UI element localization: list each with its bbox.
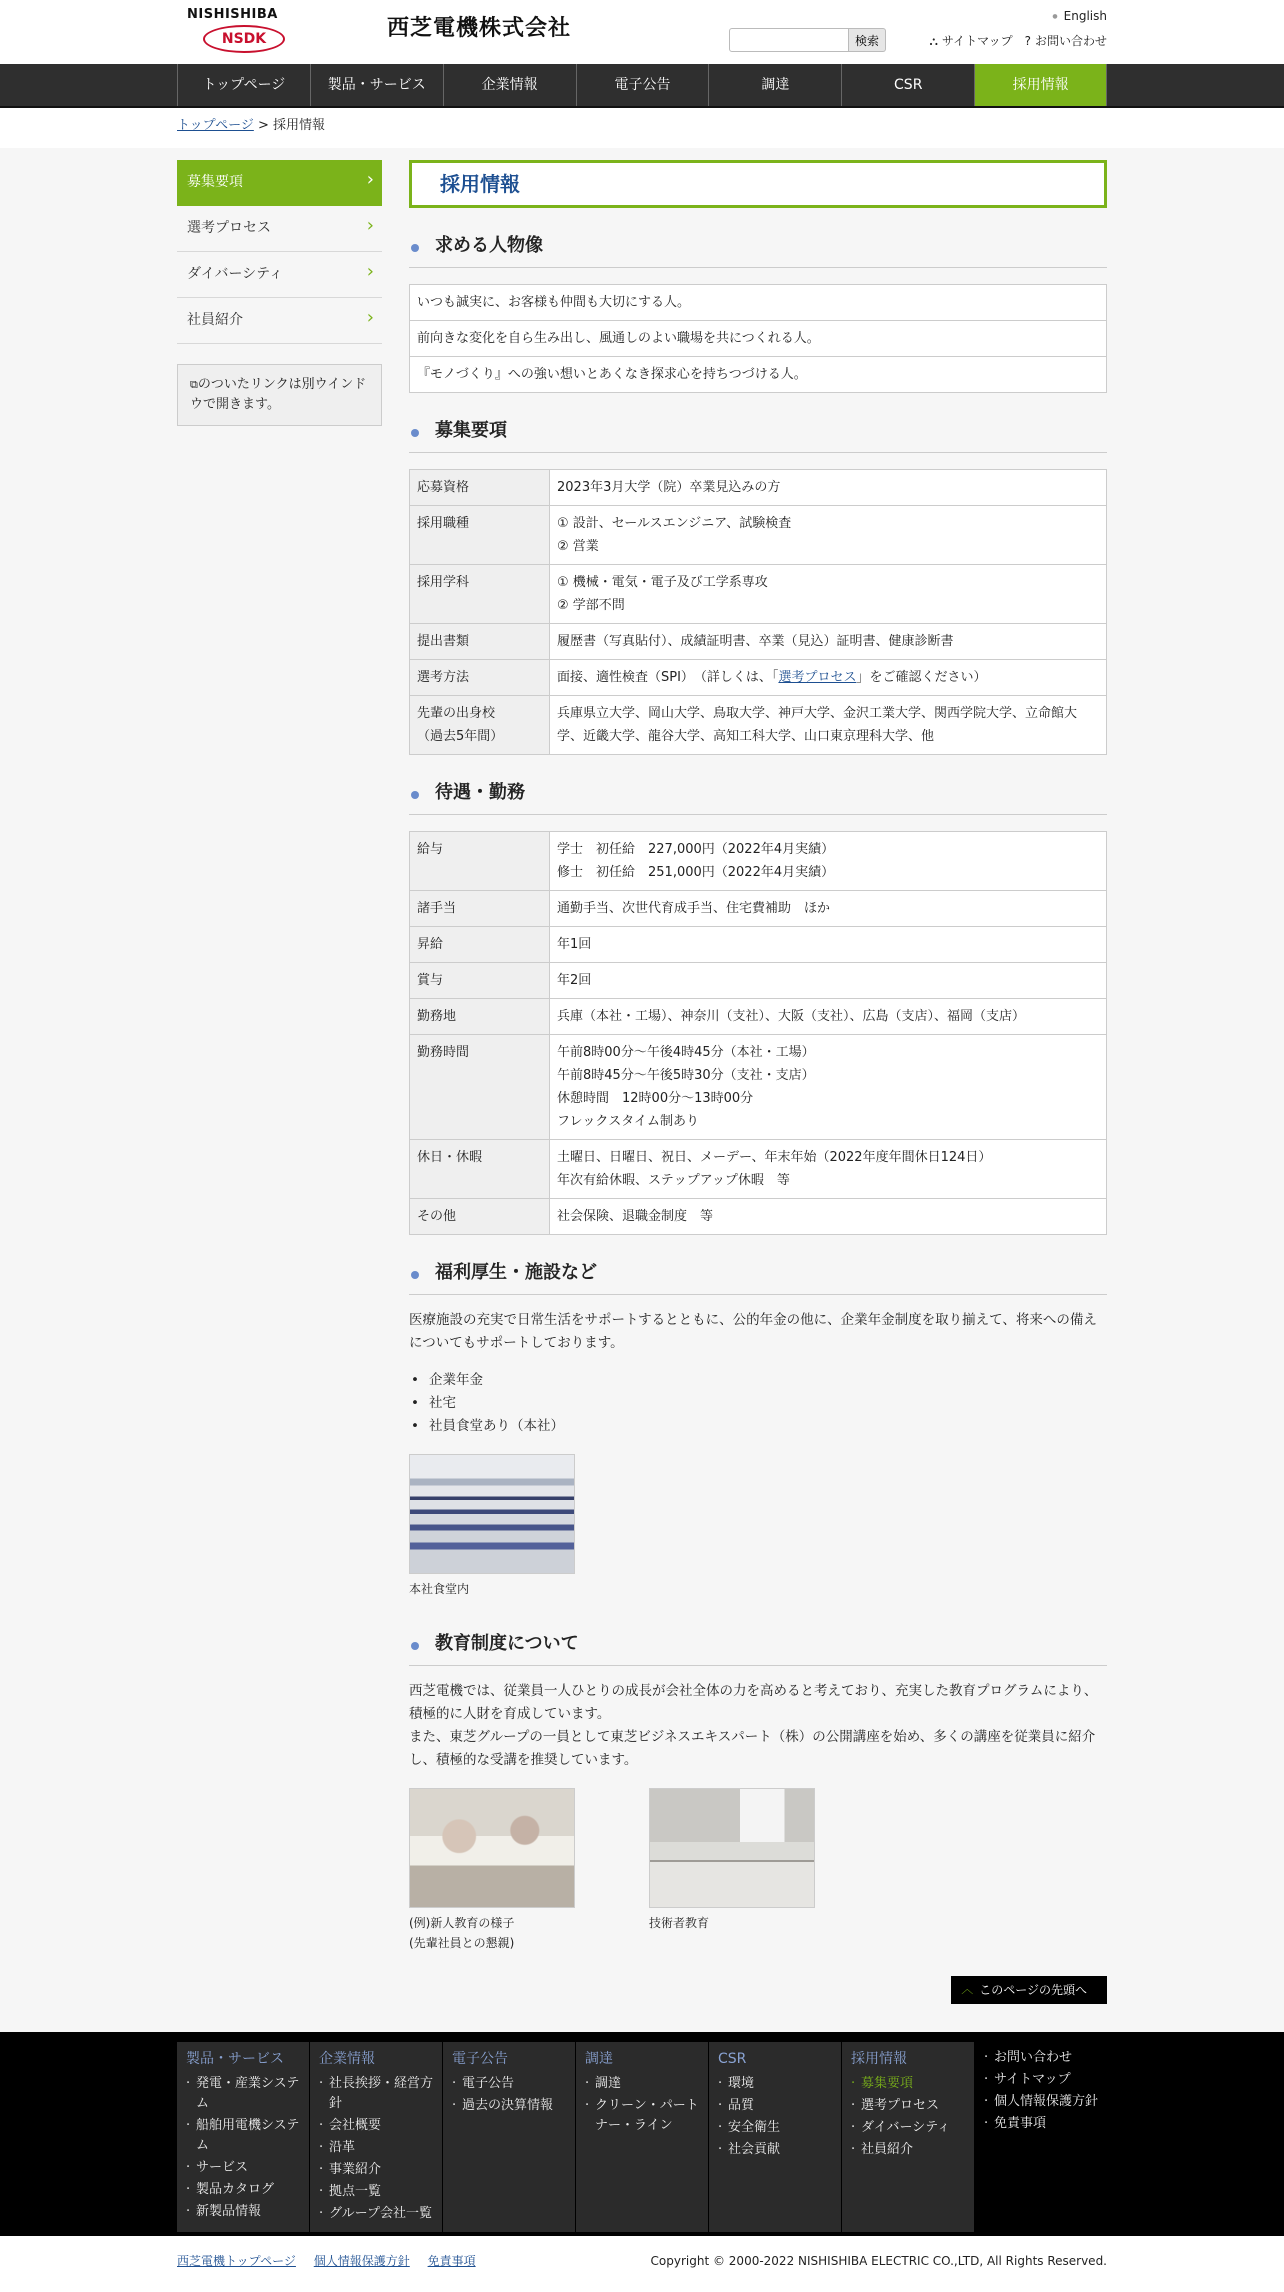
table-row <box>410 696 1107 755</box>
photo-caption <box>409 1912 575 1954</box>
footer-link[interactable]: · お問い合わせ <box>984 2048 1098 2068</box>
bottom-link-disclaimer[interactable]: 免責事項 <box>427 2254 476 2268</box>
newcomer-training-photo <box>409 1788 575 1908</box>
value-line: 修士 初任給 251,000円（2022年4月実績） <box>557 865 835 880</box>
value-line: 年次有給休暇、ステップアップ休暇 等 <box>557 1173 790 1188</box>
value-line: ① 設計、セールスエンジニア、試験検査 <box>557 516 792 531</box>
footer-link[interactable]: · 環境 <box>718 2074 832 2094</box>
english-link[interactable]: ● English <box>1052 8 1107 25</box>
cafeteria-figure <box>409 1454 1107 1600</box>
welfare-text: 医療施設の充実で日常生活をサポートするとともに、公的年金の他に、企業年金制度を取り揃えて、将来への備えについてもサポートしております。 <box>409 1312 1097 1351</box>
education-text <box>409 1680 1107 1772</box>
table-row <box>410 1140 1107 1199</box>
row-value: 兵庫県立大学、岡山大学、鳥取大学、神戸大学、金沢工業大学、関西学院大学、立命館大学、近畿大学、龍谷大学、高知工科大学、山口東京理科大学、他 <box>550 696 1107 755</box>
footer-col-title[interactable]: 採用情報 <box>851 2051 907 2067</box>
selection-text: 面接、適性検査（SPI） （詳しくは、「 <box>557 670 779 685</box>
side-item-staff[interactable]: 社員紹介 › <box>177 298 382 344</box>
site-header <box>177 0 1107 64</box>
footer-col-title[interactable]: 電子公告 <box>452 2051 508 2067</box>
main-area <box>0 148 1284 2032</box>
row-value: 兵庫（本社・工場）、神奈川（支社）、大阪（支社）、広島（支店）、福岡（支店） <box>550 999 1107 1035</box>
engineer-training-photo <box>649 1788 815 1908</box>
footer-link[interactable]: · 会社概要 <box>319 2116 433 2136</box>
footer-col-title[interactable]: CSR <box>718 2051 747 2067</box>
footer-link[interactable]: · サービス <box>186 2158 300 2178</box>
value-line: 午前8時00分～午後4時45分（本社・工場） <box>557 1045 815 1060</box>
footer-link[interactable]: · 事業紹介 <box>319 2160 433 2180</box>
value-line: 土曜日、日曜日、祝日、メーデー、年末年始（2022年度年間休日124日） <box>557 1150 992 1165</box>
row-value <box>550 1035 1107 1140</box>
section-heading-welfare: 福利厚生・施設など <box>409 1255 1107 1295</box>
footer-link[interactable]: · 過去の決算情報 <box>452 2096 566 2116</box>
row-header: 給与 <box>410 832 550 891</box>
footer-col-company <box>310 2042 442 2232</box>
contact-label: お問い合わせ <box>1034 34 1107 48</box>
selection-process-link[interactable]: 選考プロセス <box>778 670 857 685</box>
copyright: Copyright © 2000-2022 NISHISHIBA ELECTRIC CO.,LTD, All Rights Reserved. <box>650 2254 1107 2268</box>
bottom-links <box>177 2252 490 2272</box>
value-line: 休憩時間 12時00分～13時00分 <box>557 1091 754 1106</box>
caption-line: (例)新人教育の様子 <box>409 1916 515 1930</box>
table-row <box>410 963 1107 999</box>
gnav-procurement[interactable]: 調達 <box>708 64 841 106</box>
ideal-person-row: 『モノづくり』への強い想いとあくなき探求心を持ちつづける人。 <box>410 357 1107 393</box>
company-logo[interactable] <box>187 8 299 53</box>
row-header-line: 先輩の出身校 <box>417 706 496 721</box>
row-value: 年2回 <box>550 963 1107 999</box>
list-item: • 社宅 <box>409 1392 1107 1415</box>
logo-mark: NSDK <box>203 25 285 53</box>
row-header: 採用学科 <box>410 565 550 624</box>
sitemap-icon: ⛬ <box>929 34 938 48</box>
footer-link[interactable]: · グループ会社一覧 <box>319 2204 433 2224</box>
site-footer <box>0 2032 1284 2236</box>
row-header: その他 <box>410 1199 550 1235</box>
row-header: 賞与 <box>410 963 550 999</box>
global-nav <box>0 64 1284 108</box>
row-value: 通勤手当、次世代育成手当、住宅費補助 ほか <box>550 891 1107 927</box>
section-heading-education: 教育制度について <box>409 1626 1107 1666</box>
education-text-2: また、東芝グループの一員として東芝ビジネスエキスパート（株）の公開講座を始め、多くの講座を従業員に紹介し、積極的な受講を推奨しています。 <box>409 1729 1096 1768</box>
row-header: 選考方法 <box>410 660 550 696</box>
row-header: 昇給 <box>410 927 550 963</box>
table-row <box>410 470 1107 506</box>
row-value: 社会保険、退職金制度 等 <box>550 1199 1107 1235</box>
bottom-link-privacy[interactable]: 個人情報保護方針 <box>313 2254 410 2268</box>
footer-col-title[interactable]: 調達 <box>585 2051 613 2067</box>
footer-link[interactable]: · 免責事項 <box>984 2114 1098 2134</box>
row-value <box>550 832 1107 891</box>
education-photos <box>409 1788 1107 1954</box>
photo-caption: 本社食堂内 <box>409 1582 470 1596</box>
row-header: 応募資格 <box>410 470 550 506</box>
footer-col-title[interactable]: 製品・サービス <box>186 2051 284 2067</box>
company-name: 西芝電機株式会社 <box>387 16 572 41</box>
bottom-bar <box>0 2236 1284 2292</box>
row-header-line: （過去5年間） <box>417 729 504 744</box>
footer-col-csr <box>709 2042 841 2232</box>
footer-link-current[interactable]: · 募集要項 <box>851 2074 965 2094</box>
side-item-process[interactable]: 選考プロセス › <box>177 206 382 252</box>
totop-label: このページの先頭へ <box>979 1983 1087 1997</box>
footer-link[interactable]: · 沿革 <box>319 2138 433 2158</box>
row-value <box>550 660 1107 696</box>
footer-link[interactable]: · 発電・産業システム <box>186 2074 300 2114</box>
row-header <box>410 696 550 755</box>
footer-link[interactable]: · 製品カタログ <box>186 2180 300 2200</box>
footer-link[interactable]: · 拠点一覧 <box>319 2182 433 2202</box>
row-header: 勤務地 <box>410 999 550 1035</box>
caption-line: (先輩社員との懇親) <box>409 1936 515 1950</box>
external-window-icon: ⧉ <box>190 378 198 391</box>
newcomer-figure <box>409 1788 575 1954</box>
sidebar <box>177 160 382 426</box>
gnav-recruit[interactable]: 採用情報 <box>974 64 1107 106</box>
breadcrumb-sep: > <box>253 118 274 133</box>
photo-caption: 技術者教育 <box>649 1916 710 1930</box>
footer-link[interactable]: · 品質 <box>718 2096 832 2116</box>
footer-link[interactable]: · 電子公告 <box>452 2074 566 2094</box>
table-row <box>410 832 1107 891</box>
section-heading-conditions: 待遇・勤務 <box>409 775 1107 815</box>
sitemap-label: サイトマップ <box>941 34 1013 48</box>
footer-link[interactable]: · 社員紹介 <box>851 2140 965 2160</box>
value-line: フレックスタイム制あり <box>557 1114 699 1129</box>
back-to-top-link[interactable] <box>951 1976 1107 2004</box>
gnav-products[interactable]: 製品・サービス <box>310 64 443 106</box>
footer-link[interactable]: · クリーン・パートナー・ライン <box>585 2096 699 2136</box>
table-row <box>410 891 1107 927</box>
value-line: 学士 初任給 227,000円（2022年4月実績） <box>557 842 835 857</box>
footer-link[interactable]: · 新製品情報 <box>186 2202 300 2222</box>
logo-wordmark: NISHISHIBA <box>187 7 278 22</box>
breadcrumb-home[interactable]: トップページ <box>177 118 254 133</box>
row-value <box>550 565 1107 624</box>
footer-col-misc <box>975 2042 1107 2232</box>
table-row <box>410 1035 1107 1140</box>
footer-col-recruit <box>842 2042 974 2232</box>
ideal-person-row: いつも誠実に、お客様も仲間も大切にする人。 <box>410 285 1107 321</box>
footer-link[interactable]: · サイトマップ <box>984 2070 1098 2090</box>
row-value: 年1回 <box>550 927 1107 963</box>
list-item: • 企業年金 <box>409 1369 1107 1392</box>
row-header: 休日・休暇 <box>410 1140 550 1199</box>
side-item-diversity[interactable]: ダイバーシティ › <box>177 252 382 298</box>
footer-link[interactable]: · 船舶用電機システム <box>186 2116 300 2156</box>
note-text: のついたリンクは別ウインドウで開きます。 <box>190 377 367 412</box>
value-line: ① 機械・電気・電子及び工学系専攻 <box>557 575 768 590</box>
value-line: 午前8時45分～午後5時30分（支社・支店） <box>557 1068 815 1083</box>
requirements-table <box>409 469 1107 755</box>
row-value: 履歴書（写真貼付）、成績証明書、卒業（見込）証明書、健康診断書 <box>550 624 1107 660</box>
footer-link[interactable]: · 個人情報保護方針 <box>984 2092 1098 2112</box>
sitemap-link[interactable] <box>930 32 1013 50</box>
row-header: 提出書類 <box>410 624 550 660</box>
footer-col-title[interactable]: 企業情報 <box>319 2051 375 2067</box>
row-header: 採用職種 <box>410 506 550 565</box>
footer-link[interactable]: · 安全衛生 <box>718 2118 832 2138</box>
footer-col-products <box>177 2042 309 2232</box>
footer-col-notices <box>443 2042 575 2232</box>
footer-col-procurement <box>576 2042 708 2232</box>
side-item-recruitment[interactable]: 募集要項 › <box>177 160 382 206</box>
header-links <box>930 32 1107 50</box>
external-link-note <box>177 364 382 426</box>
site-search <box>729 28 886 52</box>
gnav-notices[interactable]: 電子公告 <box>576 64 709 106</box>
conditions-table <box>409 831 1107 1235</box>
ideal-person-row: 前向きな変化を自ら生み出し、風通しのよい職場を共につくれる人。 <box>410 321 1107 357</box>
row-value: 2023年3月大学（院）卒業見込みの方 <box>550 470 1107 506</box>
contact-link[interactable] <box>1025 32 1107 50</box>
table-row <box>410 660 1107 696</box>
education-text-1: 西芝電機では、従業員一人ひとりの成長が会社全体の力を高めると考えており、充実した教育プログラムにより、積極的に人財を育成しています。 <box>409 1683 1098 1722</box>
row-value <box>550 1140 1107 1199</box>
row-header: 勤務時間 <box>410 1035 550 1140</box>
gnav-csr[interactable]: CSR <box>841 64 974 106</box>
breadcrumb-current: 採用情報 <box>273 118 326 133</box>
list-item: • 社員食堂あり（本社） <box>409 1415 1107 1438</box>
section-heading-ideal-person: 求める人物像 <box>409 228 1107 268</box>
search-button[interactable]: 検索 <box>849 28 886 52</box>
table-row <box>410 506 1107 565</box>
bottom-link-home[interactable]: 西芝電機トップページ <box>177 2254 296 2268</box>
page-title: 採用情報 <box>409 160 1107 208</box>
welfare-list <box>409 1369 1107 1438</box>
search-input[interactable] <box>729 28 849 52</box>
value-line: ② 学部不問 <box>557 598 625 613</box>
footer-link[interactable]: · 選考プロセス <box>851 2096 965 2116</box>
row-header: 諸手当 <box>410 891 550 927</box>
ideal-person-table <box>409 284 1107 393</box>
content <box>409 160 1107 2004</box>
footer-columns <box>177 2042 1107 2232</box>
selection-text: 」をご確認ください） <box>856 670 987 685</box>
question-icon: ? <box>1024 34 1031 48</box>
row-value <box>550 506 1107 565</box>
table-row <box>410 1199 1107 1235</box>
footer-link[interactable]: · 社長挨拶・経営方針 <box>319 2074 433 2114</box>
value-line: ② 営業 <box>557 539 599 554</box>
footer-link[interactable]: · 社会貢献 <box>718 2140 832 2160</box>
table-row <box>410 999 1107 1035</box>
table-row <box>410 565 1107 624</box>
table-row <box>410 624 1107 660</box>
section-heading-requirements: 募集要項 <box>409 413 1107 453</box>
breadcrumb <box>177 108 1107 148</box>
cafeteria-photo <box>409 1454 575 1574</box>
footer-link[interactable]: · 調達 <box>585 2074 699 2094</box>
side-nav <box>177 160 382 344</box>
table-row <box>410 927 1107 963</box>
footer-link[interactable]: · ダイバーシティ <box>851 2118 965 2138</box>
gnav-top[interactable]: トップページ <box>177 64 310 106</box>
engineer-figure <box>649 1788 815 1954</box>
gnav-company[interactable]: 企業情報 <box>443 64 576 106</box>
